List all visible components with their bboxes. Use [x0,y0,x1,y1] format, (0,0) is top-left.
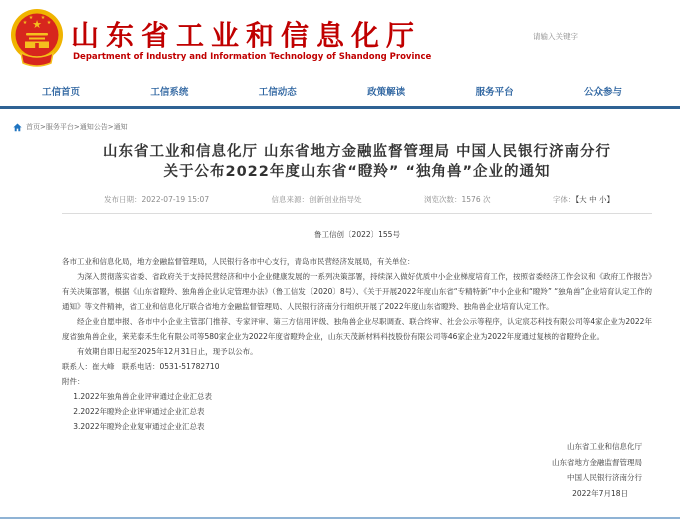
article-title-line2: 关于公布2022年度山东省“瞪羚” “独角兽”企业的通知 [163,164,551,180]
publish-date [104,194,209,205]
article [62,142,652,501]
article-title [62,142,652,182]
attachment-link[interactable]: 1.2022年独角兽企业评审通过企业汇总表 [73,392,212,401]
svg-text:★: ★ [40,15,46,21]
main-nav [0,76,680,106]
signature-org: 山东省地方金融监督管理局 [552,457,642,467]
attachment-link[interactable]: 2.2022年瞪羚企业评审通过企业汇总表 [73,407,205,416]
search-input[interactable] [533,32,625,41]
article-title-line1: 山东省工业和信息化厅 山东省地方金融监督管理局 中国人民银行济南分行 [102,144,612,160]
nav-item-policy[interactable]: 政策解读 [367,87,406,98]
contact-info: 联系人：崔大峰 联系电话：0531-51782710 [62,362,220,371]
breadcrumb[interactable] [13,122,680,132]
view-count [424,194,490,205]
info-source-value: 创新创业指导处 [309,195,362,204]
info-source-label: 信息来源： [271,195,310,204]
signature-block [62,439,652,501]
body-paragraph: 为深入贯彻落实省委、省政府关于支持民营经济和中小企业健康发展的一系列决策部署，持续深入做好优质中小企业梯度培育工作，按照省委经济工作会议和《政府工作报告》有关决策部署，根据《山东省瞪羚、独角兽企业认定管理办法》（鲁工信发〔2020〕8号）、《关于开展2022年度山东省“专精特新”中小企业和“瞪羚” “独角兽”企业培育认定工作的通知》等文件精神，省工业和信息化厅联合省地方金融监督管理局、人民银行济南分行组织开展了2022年度山东省瞪羚、独角兽企业培育认定工作。 [62,272,652,311]
body-paragraph: 有效期自即日起至2025年12月31日止，现予以公布。 [77,347,258,356]
article-body [62,254,652,434]
signature-date: 2022年7月18日 [572,488,628,498]
nav-item-participation[interactable]: 公众参与 [583,87,622,98]
salutation: 各市工业和信息化局，地方金融监督管理局，人民银行各市中心支行，青岛市民营经济发展局，有关单位： [62,257,415,266]
publish-date-label: 发布日期： [104,195,142,204]
svg-text:★: ★ [32,18,42,31]
font-size-label: 字体： [552,195,576,204]
site-title[interactable]: 山东省工业和信息化厅 [71,19,422,52]
signature-org: 山东省工业和信息化厅 [567,442,642,451]
signature-org: 中国人民银行济南分行 [567,473,642,482]
document-number: 鲁工信创〔2022〕155号 [314,230,400,239]
site-subtitle-english: Department of Industry and Information Technology of Shandong Province [73,52,432,62]
body-paragraph: 经企业自愿申报、各市中小企业主管部门推荐、专家评审、第三方信用评级、独角兽企业尽职调查、联合终审、社会公示等程序，认定宸芯科技有限公司等4家企业为2022年度省独角兽企业，莱芜泰禾生化有限公司等580家企业为2022年度省瞪羚企业，山东天茂新材料科技股份有限公司等46家企业为2022年度通过复核的省瞪羚企业。 [62,317,652,341]
national-emblem-icon [9,8,65,68]
svg-text:★: ★ [22,20,28,26]
site-header [0,0,680,76]
svg-text:★: ★ [46,20,52,26]
svg-text:★: ★ [28,15,34,21]
view-count-label: 浏览次数： [424,195,462,204]
home-icon [13,123,22,132]
nav-item-news[interactable]: 工信动态 [258,87,297,98]
nav-item-home[interactable]: 工信首页 [42,87,81,98]
font-size-widget [553,194,614,205]
breadcrumb-path: 首页>服务平台>通知公告>通知 [26,123,128,131]
nav-divider-bar [0,106,680,109]
nav-item-service[interactable]: 服务平台 [475,87,514,98]
publish-date-value: 2022-07-19 15:07 [141,195,210,204]
article-meta [62,194,652,214]
view-count-value: 1576 次 [461,195,491,204]
info-source [272,194,362,205]
font-size-controls[interactable]: 【大 中 小】 [575,195,614,204]
attachment-link[interactable]: 3.2022年瞪羚企业复审通过企业汇总表 [73,422,205,431]
attachments-label: 附件： [62,377,85,386]
nav-item-system[interactable]: 工信系统 [150,87,189,98]
